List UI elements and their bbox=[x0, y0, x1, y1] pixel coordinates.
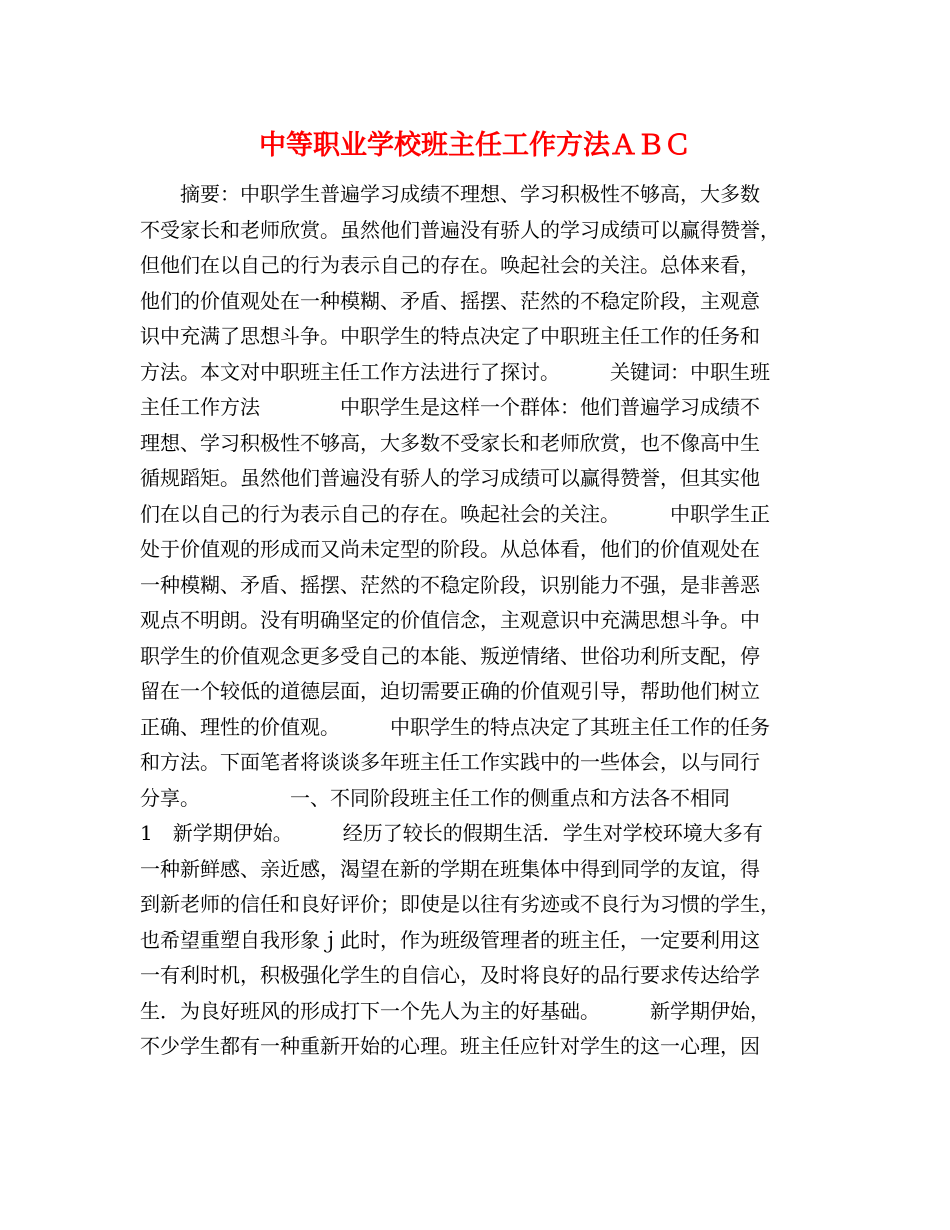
document-title: 中等职业学校班主任工作方法ＡＢＣ bbox=[259, 130, 691, 161]
body-line: 识中充满了思想斗争。中职学生的特点决定了中职班主任工作的任务和 bbox=[140, 324, 760, 348]
body-line: 但他们在以自己的行为表示自己的存在。唤起社会的关注。总体来看， bbox=[140, 253, 760, 277]
body-line: 观点不明朗。没有明确坚定的价值信念，主观意识中充满思想斗争。中 bbox=[140, 608, 760, 632]
body-line: 和方法。下面笔者将谈谈多年班主任工作实践中的一些体会，以与同行 bbox=[140, 750, 760, 774]
body-line: 一种模糊、矛盾、摇摆、茫然的不稳定阶段，识别能力不强，是非善恶 bbox=[140, 572, 760, 597]
body-line: 一种新鲜感、亲近感，渴望在新的学期在班集体中得到同学的友谊，得 bbox=[140, 856, 760, 881]
body-line: 生．为良好班风的形成打下一个先人为主的好基础。 新学期伊始， bbox=[140, 998, 770, 1023]
body-line: 理想、学习积极性不够高，大多数不受家长和老师欣赏，也不像高中生 bbox=[140, 430, 760, 455]
body-line: 也希望重塑自我形象ｊ此时，作为班级管理者的班主任，一定要利用这 bbox=[140, 927, 760, 952]
body-line: 正确、理性的价值观。 中职学生的特点决定了其班主任工作的任务 bbox=[140, 714, 770, 739]
body-line: 留在一个较低的道德层面，迫切需要正确的价值观引导，帮助他们树立 bbox=[140, 679, 760, 703]
body-line: 主任工作方法 中职学生是这样一个群体：他们普遍学习成绩不 bbox=[140, 395, 760, 419]
document-body bbox=[140, 177, 820, 1065]
body-line: 职学生的价值观念更多受自己的本能、叛逆情绪、世俗功利所支配，停 bbox=[140, 643, 760, 668]
body-line: 循规蹈矩。虽然他们普遍没有骄人的学习成绩可以赢得赞誉，但其实他 bbox=[140, 466, 760, 490]
body-line: 不少学生都有一种重新开始的心理。班主任应针对学生的这一心理，因 bbox=[140, 1034, 760, 1058]
body-line: 处于价值观的形成而又尚未定型的阶段。从总体看，他们的价值观处在 bbox=[140, 537, 760, 561]
body-line: 到新老师的信任和良好评价；即使是以往有劣迹或不良行为习惯的学生， bbox=[140, 892, 780, 916]
body-line: 分享。 一、不同阶段班主任工作的侧重点和方法各不相同 bbox=[140, 785, 730, 810]
body-line: 一有利时机，积极强化学生的自信心，及时将良好的品行要求传达给学 bbox=[140, 963, 760, 987]
body-line: 方法。本文对中职班主任工作方法进行了探讨。 关键词：中职生班 bbox=[140, 359, 770, 384]
body-line: 不受家长和老师欣赏。虽然他们普遍没有骄人的学习成绩可以赢得赞誉， bbox=[140, 217, 780, 242]
body-line: 1 新学期伊始。 经历了较长的假期生活．学生对学校环境大多有 bbox=[140, 821, 763, 845]
body-line: 他们的价值观处在一种模糊、矛盾、摇摆、茫然的不稳定阶段，主观意 bbox=[140, 288, 760, 313]
body-line: 摘要：中职学生普遍学习成绩不理想、学习积极性不够高，大多数 bbox=[140, 182, 760, 206]
body-line: 们在以自己的行为表示自己的存在。唤起社会的关注。 中职学生正 bbox=[140, 501, 770, 526]
